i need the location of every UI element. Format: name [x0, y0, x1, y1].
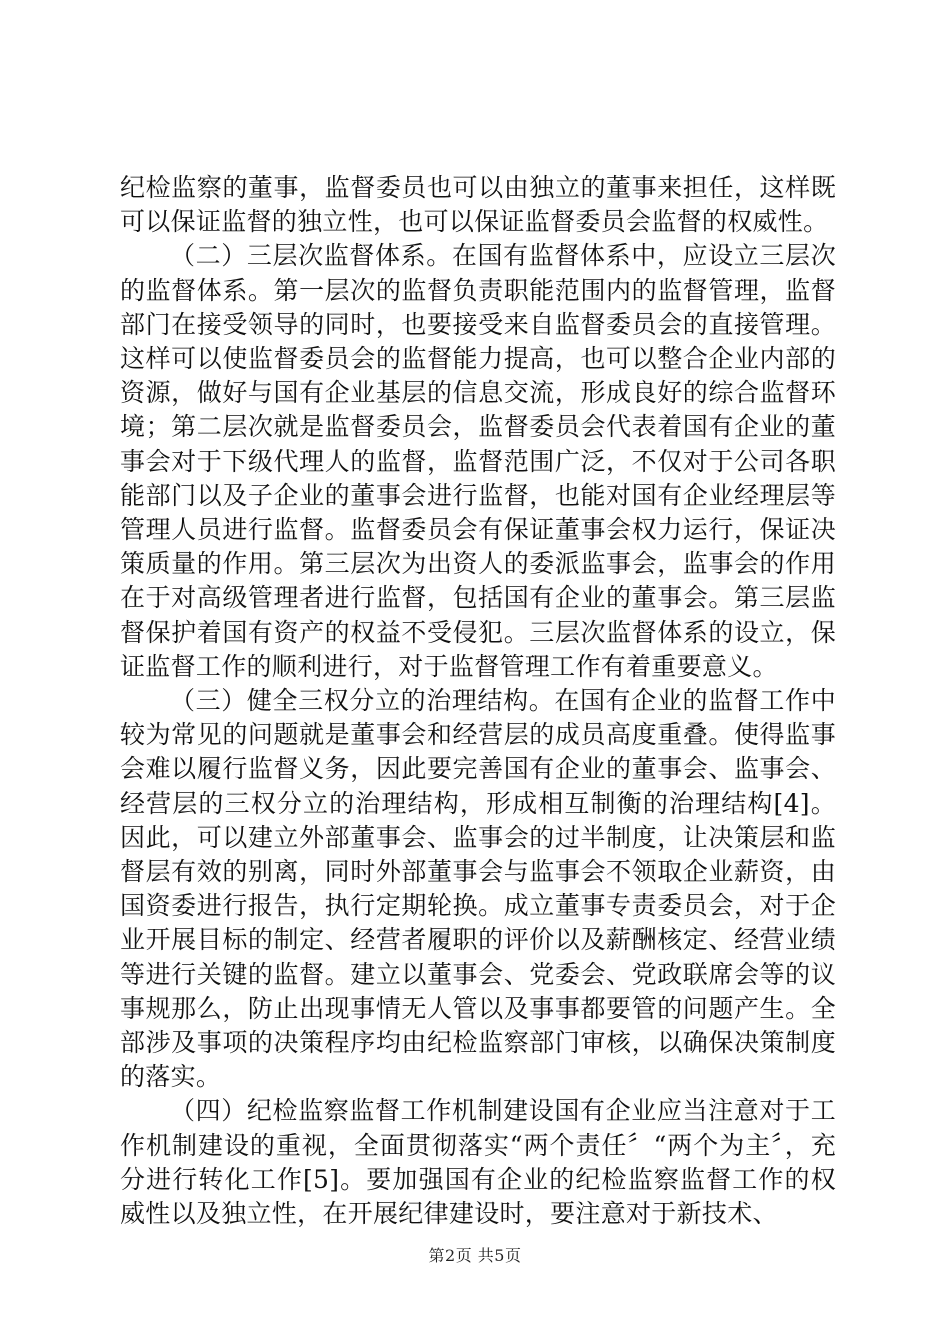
paragraph-mechanism-construction: （四）纪检监察监督工作机制建设国有企业应当注意对于工作机制建设的重视，全面贯彻落实“两个责任〞“两个为主〞，充分进行转化工作[5]。要加强国有企业的纪检监察监督工作的权威性以及独立性，在开展纪律建设时，要注意对于新技术、	[120, 1096, 836, 1229]
paragraph-governance-structure: （三）健全三权分立的治理结构。在国有企业的监督工作中较为常见的问题就是董事会和经营层的成员高度重叠。使得监事会难以履行监督义务，因此要完善国有企业的董事会、监事会、经营层的三权分立的治理结构，形成相互制衡的治理结构[4]。因此，可以建立外部董事会、监事会的过半制度，让决策层和监督层有效的别离，同时外部董事会与监事会不领取企业薪资，由国资委进行报告，执行定期轮换。成立董事专责委员会，对于企业开展目标的制定、经营者履职的评价以及薪酬核定、经营业绩等进行关键的监督。建立以董事会、党委会、党政联席会等的议事规那么，防止出现事情无人管以及事事都要管的问题产生。全部涉及事项的决策程序均由纪检监察部门审核，以确保决策制度的落实。	[120, 686, 836, 1092]
document-body	[120, 171, 836, 1231]
page-number-footer: 第2页 共5页	[428, 1246, 522, 1265]
paragraph-continued: 纪检监察的董事，监督委员也可以由独立的董事来担任，这样既可以保证监督的独立性，也可以保证监督委员会监督的权威性。	[120, 173, 836, 237]
paragraph-three-level-supervision: （二）三层次监督体系。在国有监督体系中，应设立三层次的监督体系。第一层次的监督负责职能范围内的监督管理，监督部门在接受领导的同时，也要接受来自监督委员会的直接管理。这样可以使监督委员会的监督能力提高，也可以整合企业内部的资源，做好与国有企业基层的信息交流，形成良好的综合监督环境；第二层次就是监督委员会，监督委员会代表着国有企业的董事会对于下级代理人的监督，监督范围广泛，不仅对于公司各职能部门以及子企业的董事会进行监督，也能对国有企业经理层等管理人员进行监督。监督委员会有保证董事会权力运行，保证决策质量的作用。第三层次为出资人的委派监事会，监事会的作用在于对高级管理者进行监督，包括国有企业的董事会。第三层监督保护着国有资产的权益不受侵犯。三层次监督体系的设立，保证监督工作的顺利进行，对于监督管理工作有着重要意义。	[120, 241, 836, 681]
